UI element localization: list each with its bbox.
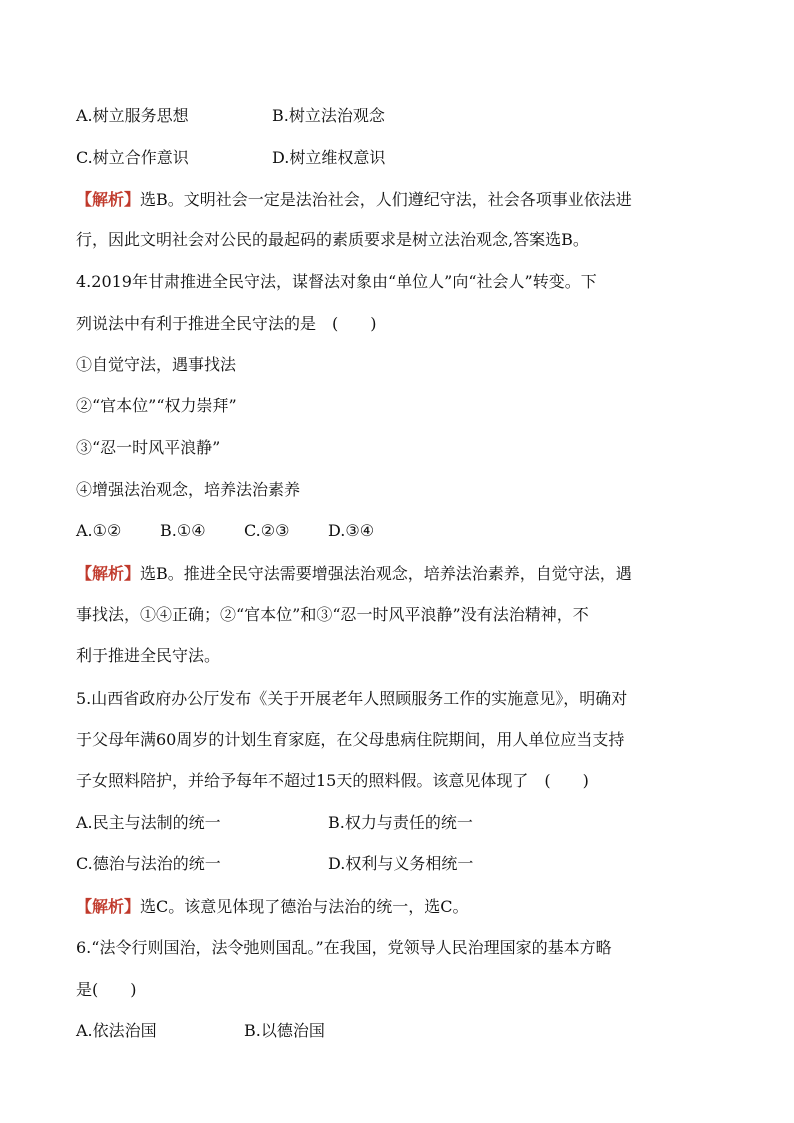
q4-option-d: D.③④ — [328, 521, 375, 540]
analysis-tag: 【解析】 — [76, 897, 141, 916]
q4-analysis-line-1 — [76, 564, 632, 584]
analysis-tag: 【解析】 — [76, 190, 141, 209]
q4-item-4: ④增强法治观念，培养法治素养 — [76, 480, 301, 499]
q3-option-b: B.树立法治观念 — [272, 106, 385, 125]
q4-analysis-line-2: 事找法，①④正确；②“官本位”和③“忍一时风平浪静”没有法治精神，不 — [76, 605, 589, 624]
q5-stem-line-3: 子女照料陪护，并给予每年不超过15天的照料假。该意见体现了 ( ) — [76, 771, 589, 790]
q4-item-1: ①自觉守法，遇事找法 — [76, 355, 237, 374]
q4-analysis-line-3: 利于推进全民守法。 — [76, 646, 221, 665]
q6-stem-line-2: 是( ) — [76, 980, 137, 999]
q4-option-c: C.②③ — [244, 521, 290, 540]
q4-analysis-text-1: 选B。推进全民守法需要增强法治观念，培养法治素养，自觉守法，遇 — [140, 564, 632, 583]
q4-option-b: B.①④ — [160, 521, 206, 540]
q3-option-a: A.树立服务思想 — [76, 106, 189, 125]
q5-analysis-text-1: 选C。该意见体现了德治与法治的统一，选C。 — [140, 897, 469, 916]
q4-stem-line-1: 4.2019年甘肃推进全民守法，谋督法对象由“单位人”向“社会人”转变。下 — [76, 272, 597, 291]
q3-analysis-line-2: 行，因此文明社会对公民的最起码的素质要求是树立法治观念,答案选B。 — [76, 230, 589, 249]
q6-option-b: B.以德治国 — [244, 1021, 325, 1040]
q3-analysis-text-1: 选B。文明社会一定是法治社会，人们遵纪守法，社会各项事业依法进 — [140, 190, 632, 209]
q3-option-d: D.树立维权意识 — [272, 148, 386, 167]
q5-stem-line-1: 5.山西省政府办公厅发布《关于开展老年人照顾服务工作的实施意见》，明确对 — [76, 689, 628, 708]
analysis-tag: 【解析】 — [76, 564, 141, 583]
q5-option-c: C.德治与法治的统一 — [76, 854, 221, 873]
q5-option-a: A.民主与法制的统一 — [76, 813, 221, 832]
q4-item-3: ③“忍一时风平浪静” — [76, 438, 221, 457]
q4-stem-line-2: 列说法中有利于推进全民守法的是 ( ) — [76, 314, 377, 333]
q5-analysis-line-1 — [76, 897, 469, 917]
q4-option-a: A.①② — [76, 521, 122, 540]
q3-option-c: C.树立合作意识 — [76, 148, 189, 167]
q6-option-a: A.依法治国 — [76, 1021, 157, 1040]
q5-option-b: B.权力与责任的统一 — [328, 813, 473, 832]
q5-stem-line-2: 于父母年满60周岁的计划生育家庭，在父母患病住院期间，用人单位应当支持 — [76, 730, 625, 749]
q5-option-d: D.权利与义务相统一 — [328, 854, 474, 873]
q4-item-2: ②“官本位”“权力崇拜” — [76, 396, 237, 415]
q6-stem-line-1: 6.“法令行则国治，法令弛则国乱。”在我国，党领导人民治理国家的基本方略 — [76, 938, 612, 957]
q3-analysis-line-1 — [76, 190, 632, 210]
